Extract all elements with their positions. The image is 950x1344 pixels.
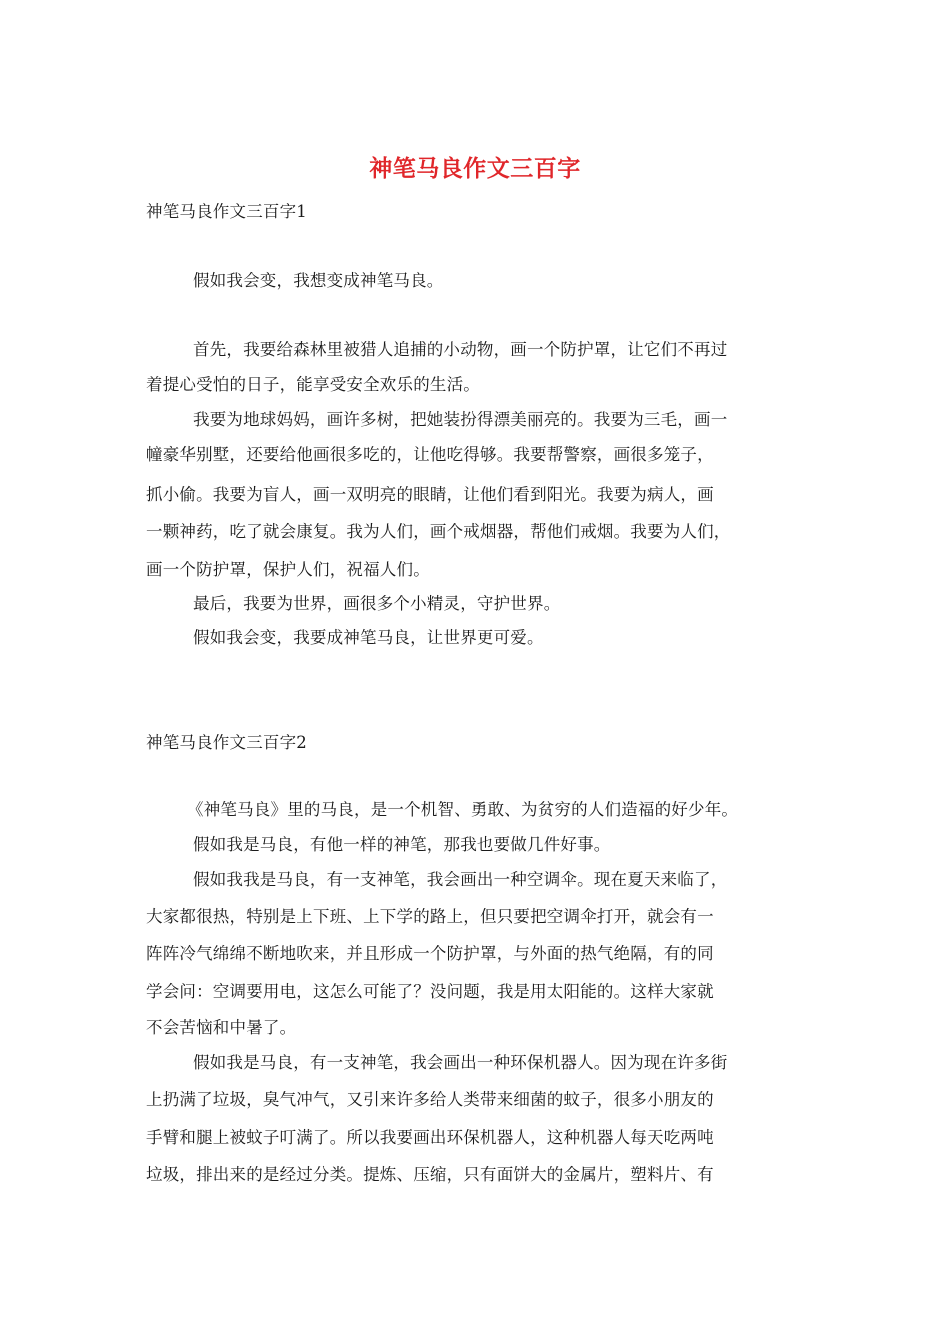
paragraph-line: 最后，我要为世界，画很多个小精灵，守护世界。 <box>193 594 561 613</box>
paragraph-line: 大家都很热，特别是上下班、上下学的路上，但只要把空调伞打开，就会有一 <box>146 907 714 926</box>
paragraph-line: 假如我是马良，有一支神笔，我会画出一种环保机器人。因为现在许多街 <box>193 1053 728 1072</box>
section-heading-2: 神笔马良作文三百字2 <box>146 733 307 752</box>
paragraph-line: 假如我是马良，有他一样的神笔，那我也要做几件好事。 <box>193 835 611 854</box>
paragraph-line: 假如我我是马良，有一支神笔，我会画出一种空调伞。现在夏天来临了， <box>193 870 728 889</box>
paragraph-line: 着提心受怕的日子，能享受安全欢乐的生活。 <box>146 375 480 394</box>
paragraph-line: 抓小偷。我要为盲人，画一双明亮的眼睛，让他们看到阳光。我要为病人，画 <box>146 485 714 504</box>
paragraph-line: 阵阵冷气绵绵不断地吹来，并且形成一个防护罩，与外面的热气绝隔，有的同 <box>146 944 714 963</box>
paragraph-line: 幢豪华别墅，还要给他画很多吃的，让他吃得够。我要帮警察，画很多笼子， <box>146 445 714 464</box>
section-heading-1: 神笔马良作文三百字1 <box>146 202 307 221</box>
paragraph-line: 学会问：空调要用电，这怎么可能了？没问题，我是用太阳能的。这样大家就 <box>146 982 714 1001</box>
paragraph-line: 画一个防护罩，保护人们，祝福人们。 <box>146 560 430 579</box>
paragraph-line: 上扔满了垃圾，臭气冲气，又引来许多给人类带来细菌的蚊子，很多小朋友的 <box>146 1090 714 1109</box>
paragraph-line: 首先，我要给森林里被猎人追捕的小动物，画一个防护罩，让它们不再过 <box>193 340 728 359</box>
paragraph-line: 假如我会变，我想变成神笔马良。 <box>193 271 444 290</box>
paragraph-line: 《神笔马良》里的马良，是一个机智、勇敢、为贫穷的人们造福的好少年。 <box>187 800 739 819</box>
paragraph-line: 不会苦恼和中暑了。 <box>146 1018 297 1037</box>
paragraph-line: 一颗神药，吃了就会康复。我为人们，画个戒烟器，帮他们戒烟。我要为人们， <box>146 522 731 541</box>
paragraph-line: 手臂和腿上被蚊子叮满了。所以我要画出环保机器人，这种机器人每天吃两吨 <box>146 1128 714 1147</box>
document-title: 神笔马良作文三百字 <box>369 155 581 182</box>
paragraph-line: 垃圾，排出来的是经过分类。提炼、压缩，只有面饼大的金属片，塑料片、有 <box>146 1165 714 1184</box>
paragraph-line: 假如我会变，我要成神笔马良，让世界更可爱。 <box>193 628 544 647</box>
paragraph-line: 我要为地球妈妈，画许多树，把她装扮得漂美丽亮的。我要为三毛，画一 <box>193 410 728 429</box>
